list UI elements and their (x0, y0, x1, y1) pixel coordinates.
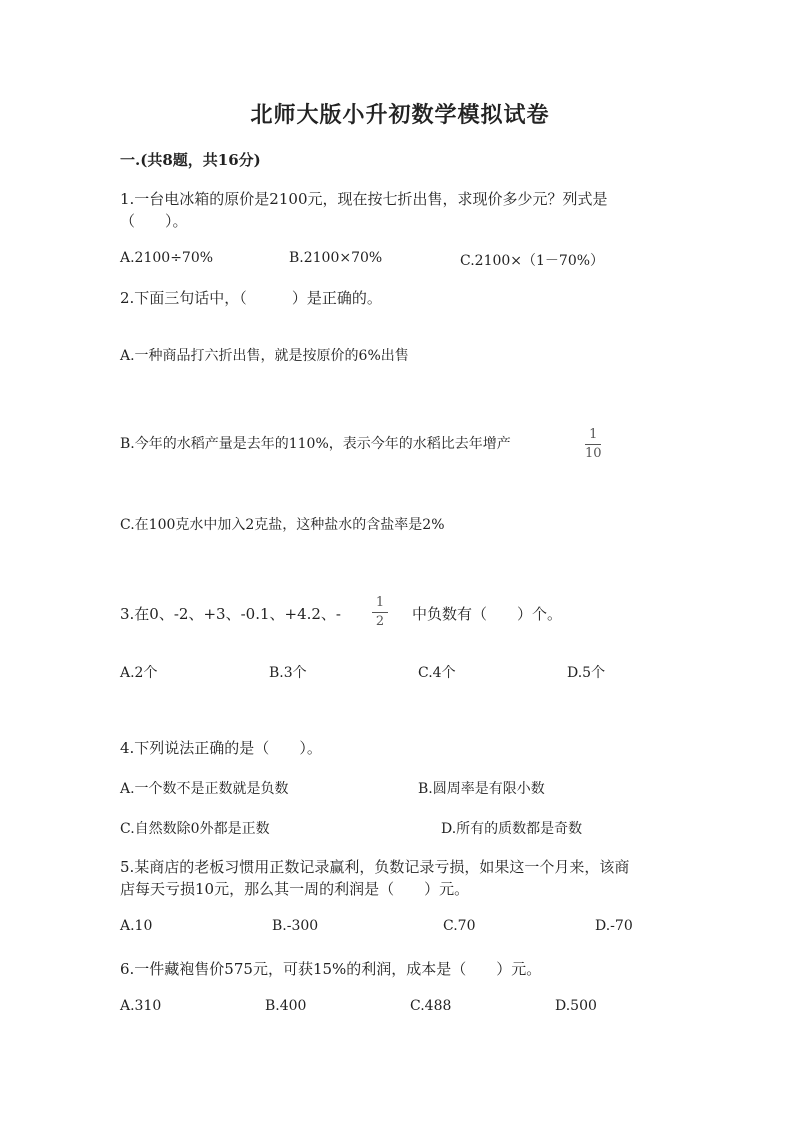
question-4-option-c: C.自然数除0外都是正数 (120, 821, 270, 837)
question-2-option-b: B.今年的水稻产量是去年的110%，表示今年的水稻比去年增产 (120, 436, 511, 452)
question-5-line-2: 店每天亏损10元，那么其一周的利润是（ ）元。 (120, 880, 470, 898)
question-2-fraction (585, 428, 602, 461)
question-4-option-b: B.圆周率是有限小数 (418, 781, 545, 797)
section-heading: 一.(共8题，共16分) (120, 151, 261, 169)
question-6-option-b: B.400 (265, 998, 307, 1014)
question-2-option-c: C.在100克水中加入2克盐，这种盐水的含盐率是2% (120, 517, 445, 533)
question-2-option-a: A.一种商品打六折出售，就是按原价的6%出售 (120, 348, 409, 364)
question-3-option-a: A.2个 (120, 665, 158, 681)
question-3-option-b: B.3个 (269, 665, 307, 681)
question-1-option-c: C.2100×（1－70%） (460, 253, 605, 269)
fraction-numerator: 1 (375, 595, 385, 610)
question-6-option-a: A.310 (120, 998, 162, 1014)
question-5-option-b: B.-300 (272, 918, 319, 934)
fraction-denominator: 2 (375, 614, 385, 629)
question-2-stem: 2.下面三句话中，（ ）是正确的。 (120, 289, 382, 307)
question-5-line-1: 5.某商店的老板习惯用正数记录赢利，负数记录亏损，如果这一个月来，该商 (120, 858, 630, 876)
question-3-option-d: D.5个 (567, 665, 606, 681)
page-title: 北师大版小升初数学模拟试卷 (250, 102, 550, 128)
question-1-option-a: A.2100÷70% (120, 250, 214, 266)
question-1-line-1: 1.一台电冰箱的原价是2100元，现在按七折出售，求现价多少元？列式是 (120, 190, 608, 208)
fraction-denominator: 10 (585, 446, 602, 461)
question-1-option-b: B.2100×70% (289, 250, 383, 266)
fraction-numerator: 1 (589, 427, 598, 442)
question-3-fraction (372, 596, 388, 629)
question-4-stem: 4.下列说法正确的是（ ）。 (120, 739, 322, 757)
question-3-stem-end: 中负数有（ ）个。 (412, 605, 563, 623)
question-6-option-c: C.488 (410, 998, 452, 1014)
question-5-option-c: C.70 (443, 918, 476, 934)
question-3-stem-start: 3.在0、-2、+3、-0.1、+4.2、- (120, 605, 341, 623)
question-6-stem: 6.一件藏袍售价575元，可获15%的利润，成本是（ ）元。 (120, 960, 542, 978)
question-5-option-d: D.-70 (595, 918, 633, 934)
question-1-line-2: （ ）。 (120, 212, 188, 230)
question-3-option-c: C.4个 (418, 665, 456, 681)
question-6-option-d: D.500 (555, 998, 597, 1014)
question-5-option-a: A.10 (120, 918, 153, 934)
question-4-option-a: A.一个数不是正数就是负数 (120, 781, 289, 797)
fraction-bar (372, 612, 388, 613)
fraction-bar (585, 444, 601, 445)
question-4-option-d: D.所有的质数都是奇数 (441, 821, 583, 837)
